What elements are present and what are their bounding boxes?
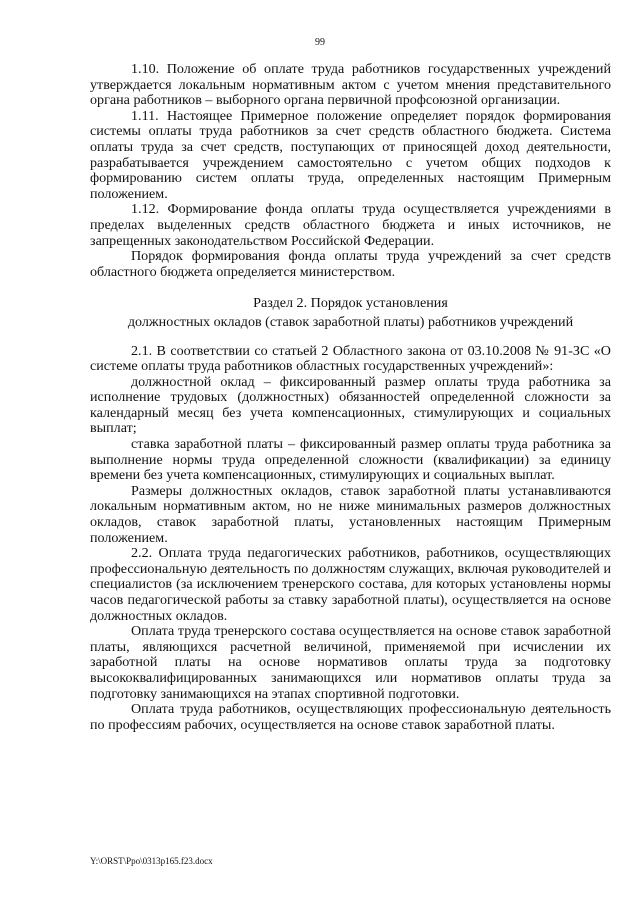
paragraph-definition-rate: ставка заработной платы – фиксированный размер оплаты труда работника за выполнение нормы труда определенной сложности (квалификации) за единицу времени без учета компенсационных, стимулирующих и социальных выплат. bbox=[90, 436, 611, 484]
footer-file-path: Y:\ORST\Ppo\0313p165.f23.docx bbox=[90, 856, 213, 866]
page-number: 99 bbox=[315, 37, 325, 48]
paragraph-salary-sizes: Размеры должностных окладов, ставок заработной платы устанавливаются локальным нормативным актом, но не ниже минимальных размеров должностных окладов, ставок заработной платы, установленных настоящим Примерным положением. bbox=[90, 482, 611, 546]
paragraph-fund-procedure: Порядок формирования фонда оплаты труда учреждений за счет средств областного бюджета определяется министерством. bbox=[90, 248, 611, 280]
paragraph-definition-salary: должностной оклад – фиксированный размер оплаты труда работника за исполнение трудовых (должностных) обязанностей определенной сложности за календарный месяц без учета компенсационных, стимулирующих и социальных выплат; bbox=[90, 373, 611, 437]
section-title-line-2: должностных окладов (ставок заработной платы) работников учреждений bbox=[127, 313, 574, 330]
paragraph-2-2: 2.2. Оплата труда педагогических работников, работников, осуществляющих профессиональную деятельность по должностям служащих, включая руководителей и специалистов (за исключением тренерского состава, для которых установлены нормы часов педагогической работы за ставку заработной платы), осуществляется на основе должностных окладов. bbox=[90, 545, 611, 624]
document-body bbox=[90, 62, 611, 733]
paragraph-1-12: 1.12. Формирование фонда оплаты труда осуществляется учреждениями в пределах выделенных средств областного бюджета и иных источников, не запрещенных законодательством Российской Федерации. bbox=[90, 201, 611, 249]
paragraph-coaching-staff: Оплата труда тренерского состава осуществляется на основе ставок заработной платы, являющихся расчетной величиной, применяемой при исчислении их заработной платы на основе нормативов оплаты труда за подготовку высококвалифицированных занимающихся или нормативов оплаты труда за подготовку занимающихся на этапах спортивной подготовки. bbox=[90, 623, 611, 702]
paragraph-1-11: 1.11. Настоящее Примерное положение определяет порядок формирования системы оплаты труда работников за счет средств областного бюджета. Система оплаты труда за счет средств, поступающих от приносящей доход деятельности, разрабатывается учреждением самостоятельно с учетом общих подходов к формированию систем оплаты труда, определенных настоящим Примерным положением. bbox=[90, 107, 611, 202]
paragraph-2-1: 2.1. В соответствии со статьей 2 Областного закона от 03.10.2008 № 91-ЗС «О системе оплаты труда работников областных государственных учреждений»: bbox=[90, 342, 611, 375]
paragraph-workers: Оплата труда работников, осуществляющих профессиональную деятельность по профессиям рабочих, осуществляется на основе ставок заработной платы. bbox=[90, 701, 611, 733]
section-heading bbox=[90, 294, 611, 331]
section-title-line-1: Раздел 2. Порядок установления bbox=[253, 295, 448, 312]
paragraph-1-10: 1.10. Положение об оплате труда работников государственных учреждений утверждается локальным нормативным актом с учетом мнения представительного органа работников – выборного органа первичной профсоюзной организации. bbox=[90, 61, 611, 109]
